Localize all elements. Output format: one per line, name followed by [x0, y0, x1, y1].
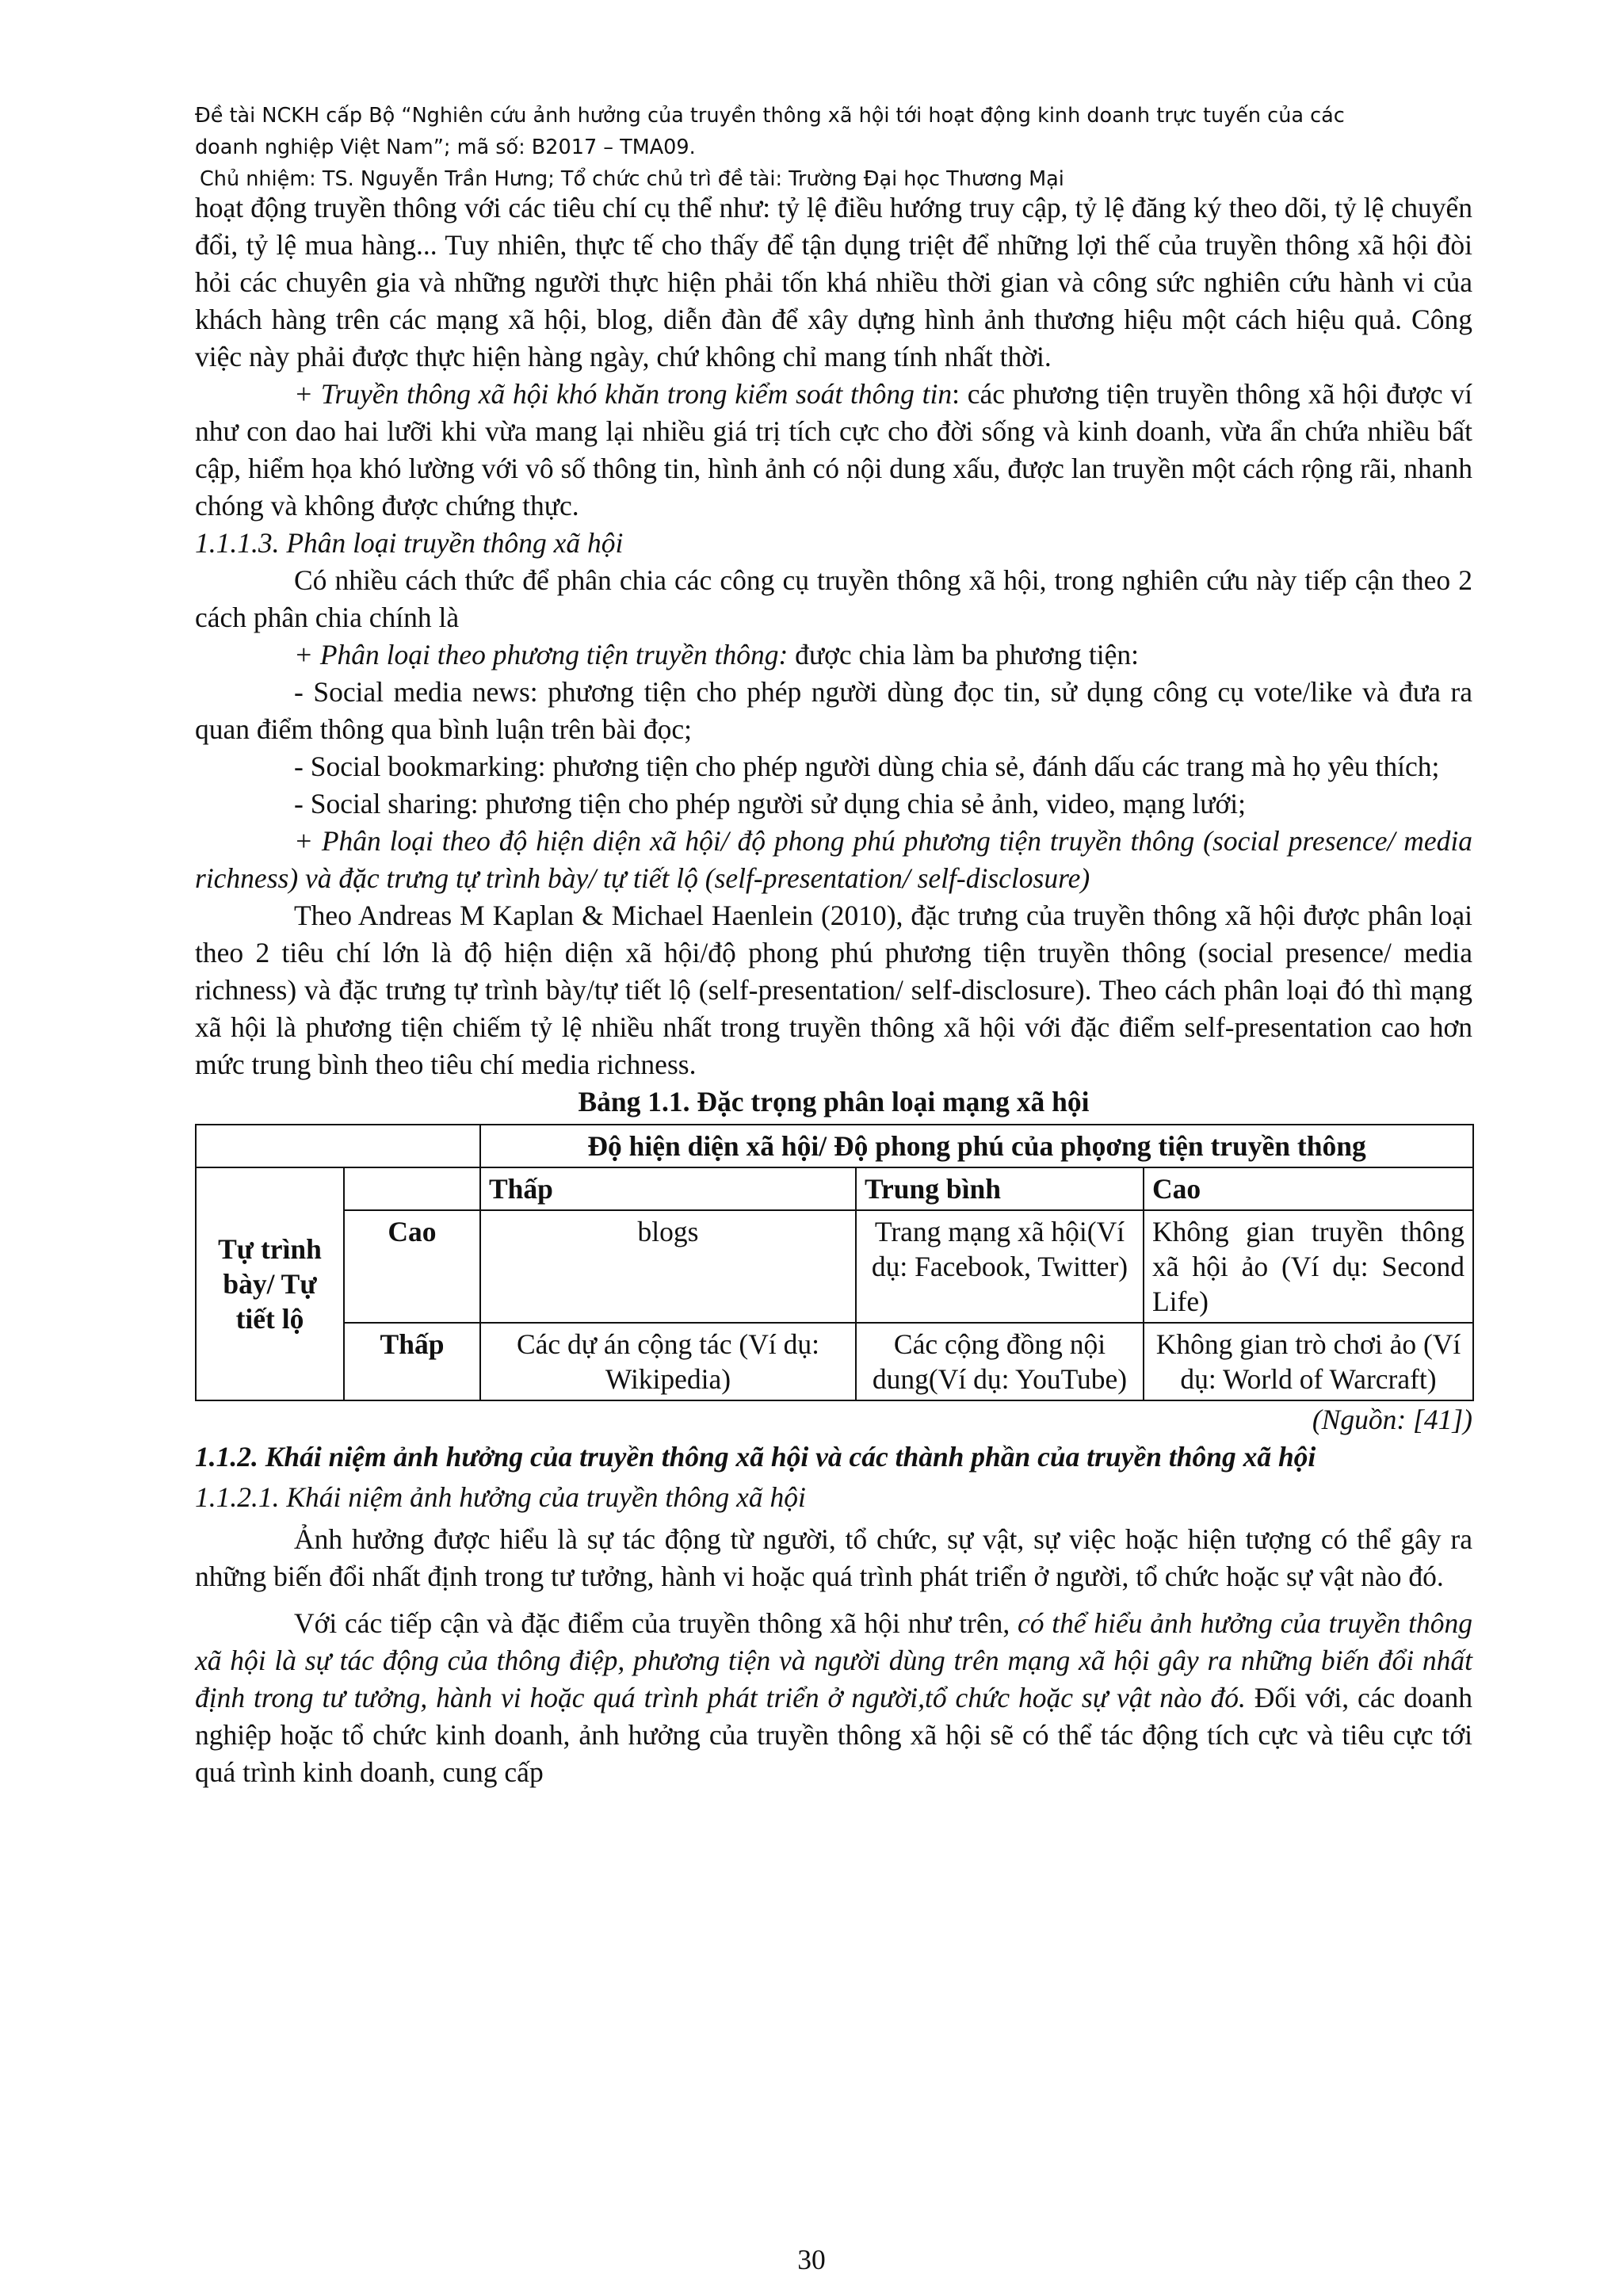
row-label-high: Cao [344, 1210, 480, 1323]
paragraph-rest: Đối với, các doanh nghiệp hoặc tổ chức kinh doanh, ảnh hưởng của truyền thông xã hội sẽ có thể tác động tích cực và tiêu cực tới quá trình kinh doanh, cung cấp [195, 1682, 1472, 1788]
paragraph-influence-definition: Ảnh hưởng được hiểu là sự tác động từ người, tổ chức, sự vật, sự việc hoặc hiện tượng có thể gây ra những biến đổi nhất định trong tư tưởng, hành vi hoặc quá trình phát triển ở người, tổ chức hoặc sự vật nào đó. [195, 1523, 1472, 1592]
column-group-header: Độ hiện diện xã hội/ Độ phong phú của phọơng tiện truyền thông [480, 1125, 1473, 1167]
column-header-medium: Trung bình [856, 1167, 1144, 1210]
bullet-social-bookmarking: - Social bookmarking: phương tiện cho phép người dùng chia sẻ, đánh dấu các trang mà họ yêu thích; [294, 751, 1440, 782]
column-header-high: Cao [1144, 1167, 1473, 1210]
page-number: 30 [797, 2244, 826, 2275]
table-cell: blogs [480, 1210, 856, 1323]
section-heading-1113: 1.1.1.3. Phân loại truyền thông xã hội [195, 527, 624, 559]
table-row [196, 1210, 1473, 1323]
table-cell: Các cộng đồng nội dung(Ví dụ: YouTube) [856, 1323, 1144, 1400]
table-corner-cell [196, 1125, 480, 1167]
paragraph-italic-definition: có thể hiểu ảnh hưởng của truyền thông xã hội là sự tác động của thông điệp, phương tiện và người dùng trên mạng xã hội gây ra những biến đổi nhất định trong tư tưởng, hành vi hoặc quá trình phát triển ở người,tổ chức hoặc sự vật nào đó. [195, 1607, 1472, 1713]
table-cell: Trang mạng xã hội(Ví dụ: Facebook, Twitter) [856, 1210, 1144, 1323]
row-group-header: Tự trình bày/ Tự tiết lộ [196, 1167, 344, 1400]
section-heading-112: 1.1.2. Khái niệm ảnh hưởng của truyền thông xã hội và các thành phần của truyền thông xã hội [195, 1441, 1316, 1473]
bullet-social-sharing: - Social sharing: phương tiện cho phép người sử dụng chia sẻ ảnh, video, mạng lưới; [294, 788, 1247, 819]
table-cell: Các dự án cộng tác (Ví dụ: Wikipedia) [480, 1323, 856, 1400]
paragraph-rest: : các phương tiện truyền thông xã hội được ví như con dao hai lưỡi khi vừa mang lại nhiều giá trị tích cực cho đời sống và kinh doanh, vừa ẩn chứa nhiều bất cập, hiểm họa khó lường với vô số thông tin, hình ảnh có nội dung xấu, được lan truyền một cách rộng rãi, nhanh chóng và không được chứng thực. [195, 378, 1472, 521]
paragraph-classification-intro: Có nhiều cách thức để phân chia các công cụ truyền thông xã hội, trong nghiên cứu này tiếp cận theo 2 cách phân chia chính là [195, 564, 1472, 633]
table-row [196, 1323, 1473, 1400]
paragraph-italic-lead: + Truyền thông xã hội khó khăn trong kiểm soát thông tin [294, 378, 953, 410]
paragraph-media-classification [195, 636, 1472, 674]
paragraph-information-control [195, 376, 1472, 525]
table-row [196, 1125, 1473, 1167]
row-label-low: Thấp [344, 1323, 480, 1400]
paragraph-rest: được chia làm ba phương tiện: [788, 639, 1140, 670]
header-line-2: doanh nghiệp Việt Nam”; mã số: B2017 – TMA09. [195, 136, 696, 159]
paragraph-kaplan-haenlein: Theo Andreas M Kaplan & Michael Haenlein (2010), đặc trưng của truyền thông xã hội được phân loại theo 2 tiêu chí lớn là độ hiện diện xã hội/độ phong phú phương tiện truyền thông (social presence/ media richness) và đặc trưng tự trình bày/tự tiết lộ (self-presentation/ self-disclosure). Theo cách phân loại đó thì mạng xã hội là phương tiện chiếm tỷ lệ nhiều nhất trong truyền thông xã hội với đặc điểm self-presentation cao hơn mức trung bình theo tiêu chí media richness. [195, 900, 1472, 1080]
table-cell: Không gian truyền thông xã hội ảo (Ví dụ: Second Life) [1144, 1210, 1473, 1323]
running-header [195, 100, 1479, 195]
header-line-3: Chủ nhiệm: TS. Nguyễn Trần Hưng; Tổ chức chủ trì đề tài: Trường Đại học Thương Mại [200, 167, 1064, 191]
table-empty-cell [344, 1167, 480, 1210]
paragraph-presence-classification: + Phân loại theo độ hiện diện xã hội/ độ phong phú phương tiện truyền thông (social presence/ media richness) và đặc trưng tự trình bày/ tự tiết lộ (self-presentation/ self-disclosure) [195, 825, 1472, 894]
body-text [195, 189, 1472, 1791]
header-line-1: Đề tài NCKH cấp Bộ “Nghiên cứu ảnh hưởng của truyền thông xã hội tới hoạt động kinh doanh trực tuyến của các [195, 104, 1345, 128]
paragraph-italic-lead: + Phân loại theo phương tiện truyền thông: [294, 639, 789, 670]
paragraph-influence-concept [195, 1605, 1472, 1791]
table-cell: Không gian trò chơi ảo (Ví dụ: World of Warcraft) [1144, 1323, 1473, 1400]
paragraph-continuation: hoạt động truyền thông với các tiêu chí cụ thể như: tỷ lệ điều hướng truy cập, tỷ lệ đăng ký theo dõi, tỷ lệ chuyển đổi, tỷ lệ mua hàng... Tuy nhiên, thực tế cho thấy để tận dụng triệt để những lợi thế của truyền thông xã hội đòi hỏi các chuyên gia và những người thực hiện phải tốn khá nhiều thời gian và công sức nghiên cứu hành vi của khách hàng trên các mạng xã hội, blog, diễn đàn để xây dựng hình ảnh thương hiệu một cách hiệu quả. Công việc này phải được thực hiện hàng ngày, chứ không chỉ mang tính nhất thời. [195, 192, 1472, 372]
classification-table [195, 1124, 1474, 1401]
table-caption: Bảng 1.1. Đặc trọng phân loại mạng xã hội [578, 1086, 1090, 1117]
table-source: (Nguồn: [41]) [1312, 1404, 1472, 1435]
section-heading-1121: 1.1.2.1. Khái niệm ảnh hưởng của truyền thông xã hội [195, 1481, 806, 1513]
bullet-social-media-news: - Social media news: phương tiện cho phép người dùng đọc tin, sử dụng công cụ vote/like và đưa ra quan điểm thông qua bình luận trên bài đọc; [195, 676, 1472, 745]
paragraph-start: Với các tiếp cận và đặc điểm của truyền thông xã hội như trên, [294, 1607, 1018, 1639]
table-row [196, 1167, 1473, 1210]
column-header-low: Thấp [480, 1167, 856, 1210]
